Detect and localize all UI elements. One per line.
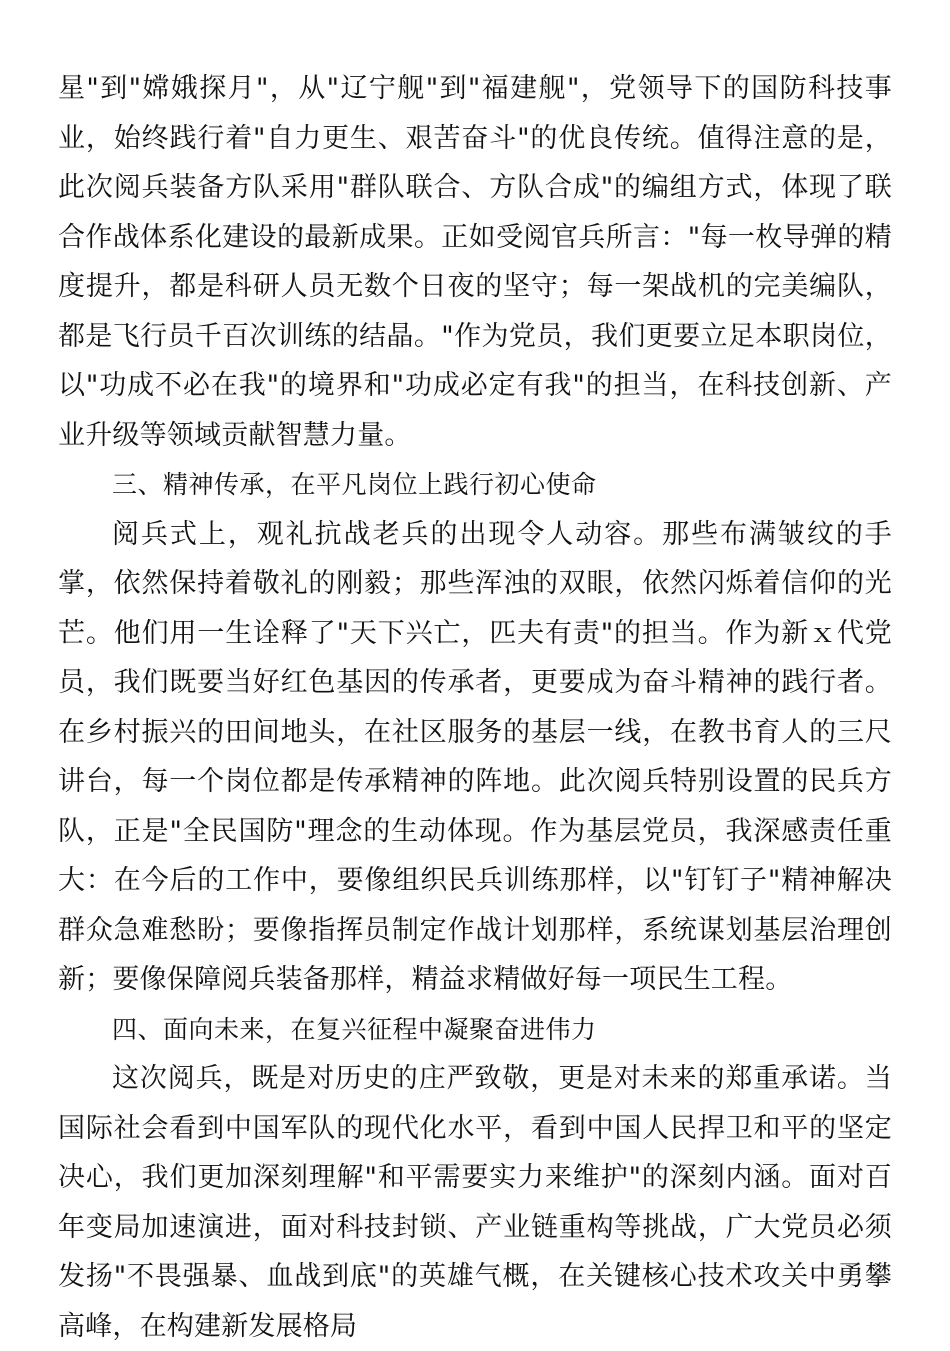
body-paragraph-section-three: 阅兵式上，观礼抗战老兵的出现令人动容。那些布满皱纹的手掌，依然保持着敬礼的刚毅；那些浑浊的双眼，依然闪烁着信仰的光芒。他们用一生诠释了"天下兴亡，匹夫有责"的担当。作为新ｘ代党员，我们既要当好红色基因的传承者，更要成为奋斗精神的践行者。在乡村振兴的田间地头，在社区服务的基层一线，在教书育人的三尺讲台，每一个岗位都是传承精神的阵地。此次阅兵特别设置的民兵方队，正是"全民国防"理念的生动体现。作为基层党员，我深感责任重大：在今后的工作中，要像组织民兵训练那样，以"钉钉子"精神解决群众急难愁盼；要像指挥员制定作战计划那样，系统谋划基层治理创新；要像保障阅兵装备那样，精益求精做好每一项民生工程。 [58, 518, 892, 995]
body-paragraph-section-four: 这次阅兵，既是对历史的庄严致敬，更是对未来的郑重承诺。当国际社会看到中国军队的现代化水平，看到中国人民捍卫和平的坚定决心，我们更加深刻理解"和平需要实力来维护"的深刻内涵。面对百年变局加速演进，面对科技封锁、产业链重构等挑战，广大党员必须发扬"不畏强暴、血战到底"的英雄气概，在关键核心技术攻关中勇攀高峰，在构建新发展格局 [58, 1063, 892, 1342]
body-paragraph-continued: 星"到"嫦娥探月"，从"辽宁舰"到"福建舰"，党领导下的国防科技事业，始终践行着"自力更生、艰苦奋斗"的优良传统。值得注意的是，此次阅兵装备方队采用"群队联合、方队合成"的编组方式，体现了联合作战体系化建设的最新成果。正如受阅官兵所言："每一枚导弹的精度提升，都是科研人员无数个日夜的坚守；每一架战机的完美编队，都是飞行员千百次训练的结晶。"作为党员，我们更要立足本职岗位，以"功成不必在我"的境界和"功成必定有我"的担当，在科技创新、产业升级等领域贡献智慧力量。 [58, 73, 892, 451]
section-heading-three: 三、精神传承，在平凡岗位上践行初心使命 [112, 470, 597, 499]
document-page [58, 64, 892, 1351]
section-heading-four: 四、面向未来，在复兴征程中凝聚奋进伟力 [112, 1014, 597, 1044]
